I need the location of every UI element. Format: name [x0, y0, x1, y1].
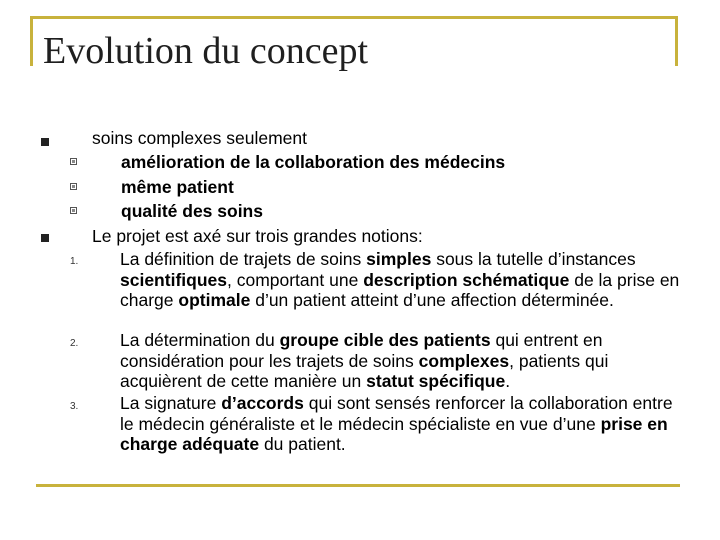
frame-bottom-rule	[36, 484, 680, 487]
body-text: , comportant une	[226, 269, 364, 290]
number-marker-2: 2.	[70, 338, 79, 349]
emphasis-text: description schématique	[363, 269, 570, 290]
body-text: du patient.	[259, 434, 346, 454]
slide-title: Evolution du concept	[43, 30, 369, 72]
emphasis-text: statut spécifique	[366, 371, 506, 391]
subitem-3: qualité des soins	[121, 201, 263, 221]
body-text: sous la tutelle d’instances	[431, 249, 636, 269]
bullet-1-rest: seulement	[221, 128, 307, 148]
number-marker-1: 1.	[70, 256, 79, 267]
hollow-square-bullet-icon	[70, 183, 77, 190]
body-text: La détermination du	[120, 330, 280, 350]
body-text: d’un patient atteint d’une affection déterminée.	[250, 290, 614, 310]
subitem-2: même patient	[121, 177, 234, 197]
body-text: .	[505, 371, 511, 391]
frame-right-rule	[675, 16, 678, 66]
bullet-1-text	[92, 128, 307, 149]
body-text: , patients qui acquièrent de cette manière un	[120, 350, 609, 391]
body-text: de la prise en charge	[120, 269, 680, 310]
emphasis-text: groupe cible des patients	[279, 330, 491, 350]
body-text: La définition de trajets de soins	[120, 249, 367, 269]
hollow-square-bullet-icon	[70, 158, 77, 165]
numbered-item-2	[120, 330, 680, 392]
body-text: La signature	[120, 393, 222, 413]
emphasis-text: complexes	[418, 350, 510, 371]
bullet-1-bold: soins complexes	[92, 128, 222, 148]
emphasis-text: scientifiques	[120, 269, 227, 290]
frame-left-rule	[30, 16, 33, 66]
number-marker-3: 3.	[70, 401, 79, 412]
emphasis-text: prise en charge adéquate	[120, 413, 668, 454]
frame-top-rule	[30, 16, 678, 19]
bullet-2-text: Le projet est axé sur trois grandes notions:	[92, 226, 423, 246]
numbered-item-3	[120, 393, 680, 455]
emphasis-text: simples	[366, 249, 432, 269]
square-bullet-icon	[41, 138, 49, 146]
body-text: qui sont sensés renforcer la collaboration entre le médecin généraliste et le médecin spécialiste en vue d’une	[120, 393, 673, 434]
emphasis-text: d’accords	[221, 393, 304, 413]
subitem-1: amélioration de la collaboration des médecins	[121, 152, 506, 172]
emphasis-text: optimale	[178, 290, 251, 310]
hollow-square-bullet-icon	[70, 207, 77, 214]
numbered-item-1	[120, 249, 680, 311]
body-text: qui entrent en considération pour les trajets de soins	[120, 330, 603, 371]
square-bullet-icon	[41, 234, 49, 242]
